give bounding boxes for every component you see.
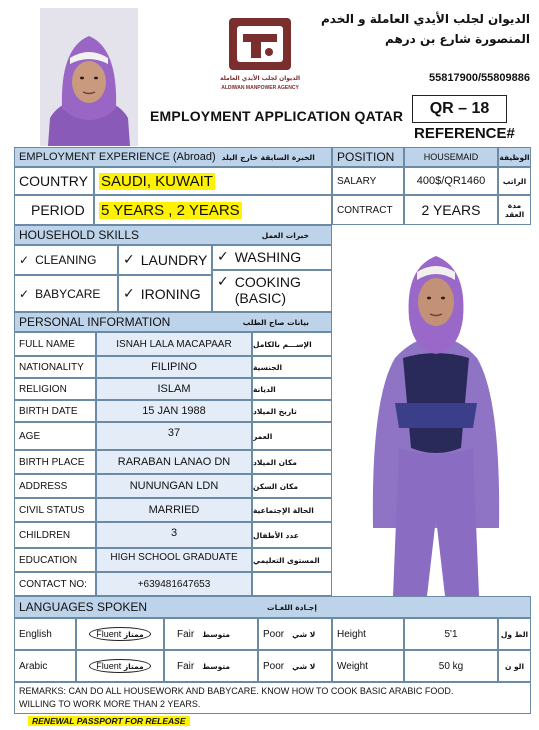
height-value-text: 5'1 (444, 628, 458, 640)
logo-arabic-text: الديوان لجلب الأيدي العاملة (219, 75, 301, 82)
fluent-label: Fluent (96, 661, 122, 671)
skill-babycare (14, 275, 118, 312)
row-value-text: ISNAH LALA MACAPAAR (116, 338, 232, 350)
row-arabic-text: مكان الميلاد (253, 457, 297, 467)
row-label-birth-place (14, 450, 96, 474)
contract-label-text: CONTRACT (337, 204, 393, 216)
poor-label: Poor (263, 628, 285, 640)
position-label (332, 147, 404, 167)
remarks-line-1: REMARKS: CAN DO ALL HOUSEWORK AND BABYCARE. KNOW HOW TO COOK BASIC ARABIC FOOD. (19, 686, 454, 696)
row-arabic-children (252, 522, 332, 548)
row-value-text: 37 (167, 427, 181, 439)
row-value-education (96, 548, 252, 572)
row-value-full-name (96, 332, 252, 356)
checkmark-icon: ✓ (123, 252, 135, 268)
weight-arabic-text: الو ن (504, 661, 525, 671)
agency-address-arabic: المنصورة شارع بن درهم (385, 32, 530, 46)
row-value-birth-place (96, 450, 252, 474)
reference-label: REFERENCE# (414, 125, 515, 142)
renewal-passport-note: RENEWAL PASSPORT FOR RELEASE (28, 716, 190, 726)
form-title: EMPLOYMENT APPLICATION QATAR (150, 108, 404, 124)
skill-cooking (212, 270, 332, 312)
checkmark-icon: ✓ (19, 286, 30, 301)
row-arabic-text: الجنسية (253, 362, 283, 372)
salary-arabic-text: الراتب (502, 176, 527, 186)
checkmark-icon: ✓ (217, 249, 229, 265)
row-value-address (96, 474, 252, 498)
row-value-birth-date (96, 400, 252, 422)
english-fluent-option (76, 618, 164, 650)
position-arabic-text: الوظيفة (499, 152, 530, 162)
weight-value-text: 50 kg (438, 660, 464, 672)
row-value-text: 15 JAN 1988 (142, 405, 206, 417)
position-label-text: POSITION (337, 150, 395, 164)
logo-english-text: ALDIWAN MANPOWER AGENCY (221, 85, 299, 91)
contract-arabic (498, 195, 531, 225)
remarks-box (14, 682, 531, 714)
height-label (332, 618, 404, 650)
row-value-text: +639481647653 (137, 578, 211, 590)
row-label-age (14, 422, 96, 450)
row-arabic-contact (252, 572, 332, 596)
row-arabic-text: الإســـم بالكامل (253, 339, 312, 349)
row-value-contact (96, 572, 252, 596)
personal-info-label: PERSONAL INFORMATION (19, 315, 171, 329)
row-value-age (96, 422, 252, 450)
reference-code-box: QR – 18 (412, 95, 507, 123)
row-value-children (96, 522, 252, 548)
checkmark-icon: ✓ (123, 285, 135, 302)
poor-arabic: لا شي (292, 661, 316, 671)
height-value (404, 618, 498, 650)
period-label (14, 195, 94, 225)
skill-babycare-label: BABYCARE (35, 286, 101, 301)
skill-cleaning (14, 245, 118, 275)
experience-header (14, 147, 332, 167)
fair-arabic: متوسط (202, 661, 231, 671)
skill-ironing (118, 275, 212, 312)
row-label-contact (14, 572, 96, 596)
country-value (94, 167, 332, 195)
row-value-text: RARABAN LANAO DN (117, 456, 231, 468)
row-value-text: NUNUNGAN LDN (129, 480, 219, 492)
poor-label: Poor (263, 660, 285, 672)
salary-value-text: 400$/QR1460 (416, 175, 486, 187)
weight-value (404, 650, 498, 682)
agency-logo (215, 14, 305, 94)
row-label-text: CIVIL STATUS (19, 504, 85, 516)
skill-laundry-label: LAUNDRY (140, 252, 208, 268)
household-skills-arabic: خبرات العمل (261, 230, 309, 240)
household-skills-label: HOUSEHOLD SKILLS (19, 228, 140, 242)
row-label-text: NATIONALITY (19, 361, 84, 373)
skill-laundry (118, 245, 212, 275)
applicant-portrait-photo (40, 8, 138, 146)
contract-value (404, 195, 498, 225)
row-arabic-text: مكان السكن (253, 481, 298, 491)
row-value-religion (96, 378, 252, 400)
row-value-text: 3 (170, 527, 178, 539)
skill-cooking-label: COOKING (BASIC) (234, 274, 301, 306)
row-label-children (14, 522, 96, 548)
fair-label: Fair (177, 660, 195, 672)
skill-washing (212, 245, 332, 270)
row-value-nationality (96, 356, 252, 378)
row-label-text: CONTACT NO: (19, 578, 87, 590)
country-label-text: COUNTRY (19, 173, 88, 189)
salary-value (404, 167, 498, 195)
row-arabic-text: عدد الأطفال (253, 530, 299, 540)
row-label-text: RELIGION (19, 383, 67, 395)
row-arabic-civil-status (252, 498, 332, 522)
weight-label (332, 650, 404, 682)
row-label-text: EDUCATION (19, 554, 78, 566)
skill-ironing-label: IRONING (140, 285, 201, 302)
contract-arabic-text: مدة العقد (504, 201, 525, 219)
row-label-text: ADDRESS (19, 480, 68, 492)
row-label-text: FULL NAME (19, 338, 75, 350)
row-label-full-name (14, 332, 96, 356)
row-arabic-age (252, 422, 332, 450)
row-label-text: BIRTH PLACE (19, 456, 85, 468)
row-label-nationality (14, 356, 96, 378)
row-label-birth-date (14, 400, 96, 422)
remarks-line-2: WILLING TO WORK MORE THAN 2 YEARS. (19, 699, 201, 709)
experience-header-arabic: الخبرة السابقة خارج البلد (221, 152, 315, 162)
weight-label-text: Weight (337, 660, 368, 672)
language-name: English (19, 628, 52, 640)
row-label-address (14, 474, 96, 498)
row-arabic-education (252, 548, 332, 572)
skill-cleaning-label: CLEANING (35, 253, 97, 267)
arabic-fair-option (164, 650, 258, 682)
fluent-arabic: ممتاز (123, 630, 144, 639)
row-arabic-text: الحالة الإجتماعية (253, 505, 314, 515)
skill-washing-label: WASHING (234, 249, 302, 265)
household-skills-header (14, 225, 332, 245)
row-label-text: BIRTH DATE (19, 405, 78, 417)
languages-header-label: LANGUAGES SPOKEN (19, 600, 148, 614)
arabic-poor-option (258, 650, 332, 682)
row-value-text: HIGH SCHOOL GRADUATE (110, 552, 238, 563)
row-arabic-birth-place (252, 450, 332, 474)
agency-phone-numbers: 55817900/55809886 (429, 72, 530, 84)
personal-info-arabic: بيانات صاح الطلب (242, 317, 309, 327)
salary-label (332, 167, 404, 195)
checkmark-icon: ✓ (19, 253, 30, 267)
selected-circle (89, 659, 150, 673)
row-label-civil-status (14, 498, 96, 522)
languages-header-arabic: إجـادة اللغـات (267, 602, 317, 612)
contract-label (332, 195, 404, 225)
fluent-label: Fluent (96, 629, 122, 639)
languages-header (14, 596, 531, 618)
language-arabic-label (14, 650, 76, 682)
height-label-text: Height (337, 628, 366, 640)
selected-circle (89, 627, 150, 641)
language-english-label (14, 618, 76, 650)
fair-label: Fair (177, 628, 195, 640)
row-label-text: CHILDREN (19, 529, 71, 541)
salary-arabic (498, 167, 531, 195)
row-arabic-text: المستوى التعليمي (253, 555, 320, 565)
period-value-text: 5 YEARS , 2 YEARS (101, 201, 240, 219)
checkmark-icon: ✓ (217, 274, 229, 290)
row-arabic-full-name (252, 332, 332, 356)
period-label-text: PERIOD (31, 202, 85, 218)
row-arabic-address (252, 474, 332, 498)
experience-header-label: EMPLOYMENT EXPERIENCE (Abroad) (19, 151, 216, 163)
country-label (14, 167, 94, 195)
row-label-religion (14, 378, 96, 400)
row-arabic-religion (252, 378, 332, 400)
personal-info-header (14, 312, 332, 332)
period-value (94, 195, 332, 225)
agency-name-arabic: الديوان لجلب الأيدي العاملة و الخدم (320, 12, 530, 26)
row-value-civil-status (96, 498, 252, 522)
row-label-text: AGE (19, 430, 41, 442)
row-arabic-birth-date (252, 400, 332, 422)
fluent-arabic: ممتاز (123, 662, 144, 671)
row-arabic-text: الديانة (253, 384, 276, 394)
height-arabic (498, 618, 531, 650)
contract-value-text: 2 YEARS (421, 202, 481, 218)
height-arabic-text: الط ول (500, 629, 529, 639)
language-name: Arabic (19, 660, 48, 672)
position-value-text: HOUSEMAID (423, 152, 479, 162)
row-arabic-nationality (252, 356, 332, 378)
salary-label-text: SALARY (337, 175, 377, 187)
applicant-full-body-photo (333, 228, 539, 596)
country-value-text: SAUDI, KUWAIT (101, 172, 213, 190)
english-fair-option (164, 618, 258, 650)
row-value-text: ISLAM (157, 383, 191, 395)
weight-arabic (498, 650, 531, 682)
poor-arabic: لا شي (292, 629, 316, 639)
row-label-education (14, 548, 96, 572)
row-arabic-text: تاريخ الميلاد (253, 406, 297, 416)
arabic-fluent-option (76, 650, 164, 682)
row-value-text: MARRIED (148, 504, 200, 516)
fair-arabic: متوسط (202, 629, 231, 639)
english-poor-option (258, 618, 332, 650)
row-arabic-text: العمر (253, 431, 273, 441)
position-arabic (498, 147, 531, 167)
row-value-text: FILIPINO (151, 361, 197, 373)
position-value (404, 147, 498, 167)
